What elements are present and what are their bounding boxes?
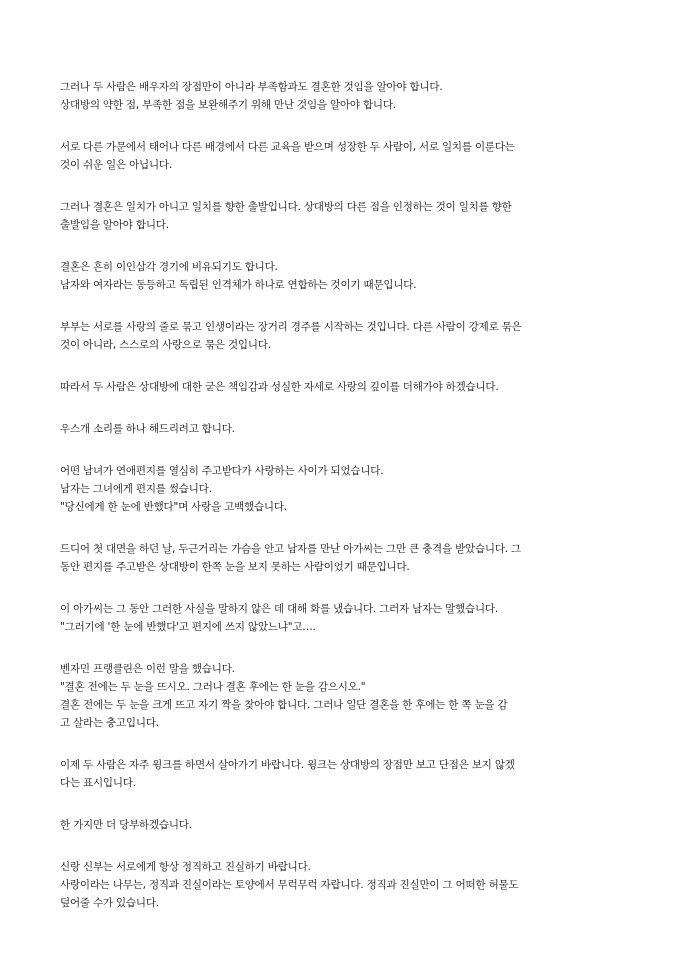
text-line: 그러나 두 사람은 배우자의 장점만이 아니라 부족함과도 결혼한 것임을 알아야 합니다. [60, 81, 443, 93]
paragraph [60, 198, 622, 234]
text-line: 남자는 그녀에게 편지를 썼습니다. [60, 483, 212, 495]
text-line: 이 아가씨는 그 동안 그러한 사실을 말하지 않은 데 대해 화를 냈습니다. 그러자 남자는 말했습니다. [60, 603, 498, 615]
text-line: 사랑이라는 나무는, 정직과 진실이라는 토양에서 무럭무럭 자랍니다. 정직과 진실만이 그 어떠한 허물도 [60, 879, 519, 891]
text-line: 남자와 여자라는 동등하고 독립된 인격체가 하나로 연합하는 것이기 때문입니다. [60, 279, 417, 291]
paragraph [60, 420, 622, 438]
text-line: 덮어줄 수가 있습니다. [60, 897, 159, 909]
text-line: 따라서 두 사람은 상대방에 대한 굳은 책임감과 성실한 자세로 사랑의 깊이를 더해가야 하겠습니다. [60, 381, 499, 393]
text-line: 출발임을 알아야 합니다. [60, 219, 169, 231]
text-line: 결혼 전에는 두 눈을 크게 뜨고 자기 짝을 찾아야 합니다. 그러나 일단 결혼을 한 후에는 한 쪽 눈을 감 [60, 699, 508, 711]
text-line: "그러기에 '한 눈에 반했다'고 편지에 쓰지 않았느냐"고…. [60, 621, 316, 633]
text-line: 것이 쉬운 일은 아닙니다. [60, 159, 172, 171]
text-line: 서로 다른 가문에서 태어나 다른 배경에서 다른 교육을 받으며 성장한 두 사람이, 서로 일치를 이룬다는 [60, 141, 515, 153]
text-line: 신랑 신부는 서로에게 항상 정직하고 진실하기 바랍니다. [60, 861, 311, 873]
paragraph [60, 78, 622, 114]
paragraph [60, 756, 622, 792]
paragraph [60, 462, 622, 516]
text-line: 부부는 서로를 사랑의 줄로 묶고 인생이라는 장거리 경주를 시작하는 것입니다. 다른 사람이 강제로 묶은 [60, 321, 522, 333]
text-line: 한 가지만 더 당부하겠습니다. [60, 819, 192, 831]
paragraph [60, 318, 622, 354]
text-line: 어떤 남녀가 연애편지를 열심히 주고받다가 사랑하는 사이가 되었습니다. [60, 465, 384, 477]
text-line: "결혼 전에는 두 눈을 뜨시오. 그러나 결혼 후에는 한 눈을 감으시오." [60, 681, 366, 693]
paragraph [60, 600, 622, 636]
paragraph [60, 858, 622, 912]
text-line: 우스개 소리를 하나 해드리려고 합니다. [60, 423, 235, 435]
text-line: 것이 아니라, 스스로의 사랑으로 묶은 것입니다. [60, 339, 271, 351]
text-line: 그러나 결혼은 일치가 아니고 일치를 향한 출발입니다. 상대방의 다른 점을 인정하는 것이 일치를 향한 [60, 201, 512, 213]
text-line: 상대방의 약한 점, 부족한 점을 보완해주기 위해 만난 것임을 알아야 합니다. [60, 99, 396, 111]
paragraph [60, 378, 622, 396]
text-line: 벤자민 프랭클린은 이런 말을 했습니다. [60, 663, 235, 675]
paragraph [60, 258, 622, 294]
text-line: 다는 표시입니다. [60, 777, 136, 789]
text-line: 결혼은 흔히 이인삼각 경기에 비유되기도 합니다. [60, 261, 278, 273]
document-body [60, 78, 622, 936]
text-line: 이제 두 사람은 자주 윙크를 하면서 살아가기 바랍니다. 윙크는 상대방의 장점만 보고 단점은 보지 않겠 [60, 759, 515, 771]
paragraph [60, 138, 622, 174]
paragraph [60, 660, 622, 732]
text-line: 동안 편지를 주고받은 상대방이 한쪽 눈을 보지 못하는 사람이었기 때문입니다. [60, 561, 410, 573]
paragraph [60, 540, 622, 576]
text-line: 고 살라는 충고입니다. [60, 717, 159, 729]
text-line: 드디어 첫 대면을 하던 날, 두근거리는 가슴을 안고 남자를 만난 아가씨는 그만 큰 충격을 받았습니다. 그 [60, 543, 522, 555]
text-line: "당신에게 한 눈에 반했다"며 사랑을 고백했습니다. [60, 501, 287, 513]
paragraph [60, 816, 622, 834]
